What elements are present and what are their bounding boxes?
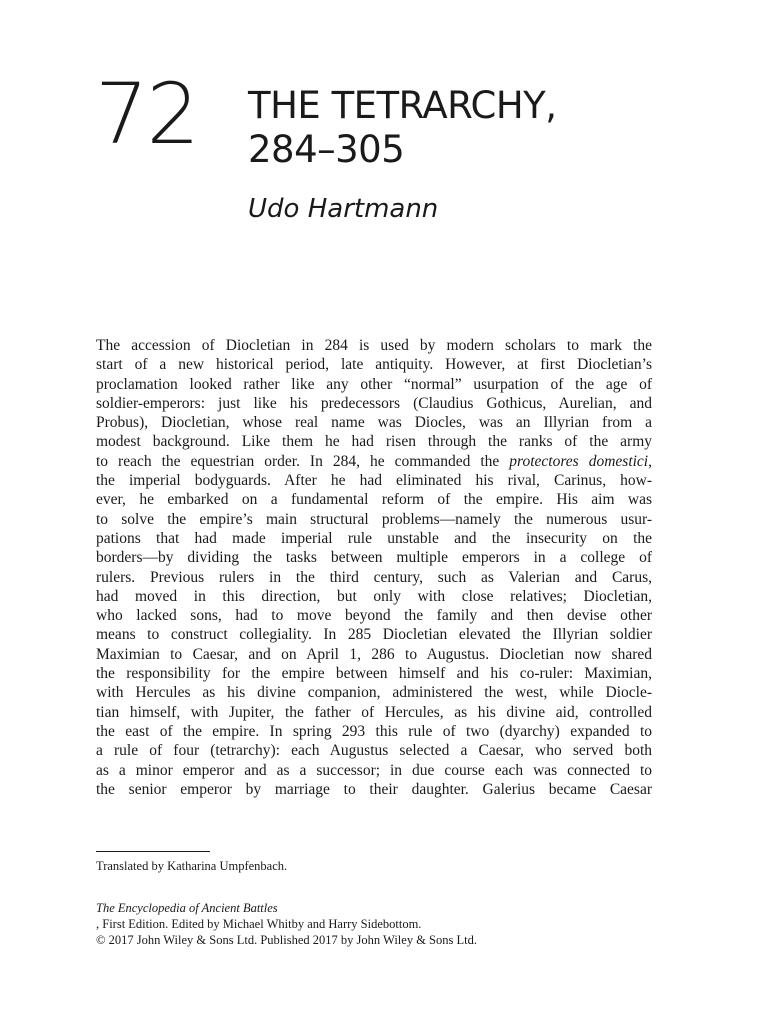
body-line: means to construct collegiality. In 285 Diocletian elevated the Illyrian soldier	[96, 626, 652, 644]
body-line: modest background. Like them he had risen through the ranks of the army	[96, 433, 652, 451]
body-line: a rule of four (tetrarchy): each Augustus selected a Caesar, who served both	[96, 742, 652, 760]
body-line: Probus), Diocletian, whose real name was Diocles, was an Illyrian from a	[96, 414, 652, 432]
chapter-number: 72	[95, 65, 198, 163]
body-line: the senior emperor by marriage to their daughter. Galerius became Caesar	[96, 780, 652, 798]
body-line: the responsibility for the empire between himself and his co-ruler: Maximian,	[96, 665, 652, 683]
body-line: with Hercules as his divine companion, administered the west, while Diocle-	[96, 684, 652, 702]
body-line: tian himself, with Jupiter, the father of Hercules, as his divine aid, controlled	[96, 703, 652, 721]
publication-line-1	[96, 900, 656, 932]
body-line: start of a new historical period, late antiquity. However, at first Diocletian’s	[96, 356, 652, 374]
body-line: the imperial bodyguards. After he had eliminated his rival, Carinus, how-	[96, 472, 652, 490]
body-line: ever, he embarked on a fundamental reform of the empire. His aim was	[96, 491, 652, 509]
chapter-author: Udo Hartmann	[248, 194, 439, 224]
body-line: soldier-emperors: just like his predecessors (Claudius Gothicus, Aurelian, and	[96, 394, 652, 412]
chapter-title-line-1: THE TETRARCHY,	[248, 84, 557, 127]
body-line: to solve the empire’s main structural problems—namely the numerous usur-	[96, 510, 652, 528]
book-title: The Encyclopedia of Ancient Battles	[96, 901, 278, 915]
body-line: as a minor emperor and as a successor; in due course each was connected to	[96, 761, 652, 779]
italic-term: protectores domestici	[509, 452, 649, 470]
body-line-punct: ,	[648, 452, 652, 470]
body-line	[96, 452, 652, 471]
body-line: had moved in this direction, but only with close relatives; Diocletian,	[96, 587, 652, 605]
body-line: rulers. Previous rulers in the third century, such as Valerian and Carus,	[96, 568, 652, 586]
body-line: who lacked sons, had to move beyond the family and then devise other	[96, 607, 652, 625]
publication-line-2: © 2017 John Wiley & Sons Ltd. Published 2017 by John Wiley & Sons Ltd.	[96, 933, 477, 947]
body-line: The accession of Diocletian in 284 is used by modern scholars to mark the	[96, 337, 652, 354]
chapter-title	[248, 84, 557, 172]
body-line: the east of the empire. In spring 293 this rule of two (dyarchy) expanded to	[96, 722, 652, 740]
publication-info	[96, 900, 656, 948]
body-line-text: to reach the equestrian order. In 284, he commanded the	[96, 452, 510, 470]
body-line: borders—by dividing the tasks between multiple emperors in a college of	[96, 549, 652, 567]
body-line: pations that had made imperial rule unstable and the insecurity on the	[96, 529, 652, 547]
chapter-title-line-2: 284–305	[248, 128, 405, 171]
publication-edition: , First Edition. Edited by Michael Whitby and Harry Sidebottom.	[96, 917, 422, 931]
footnote-rule	[96, 851, 210, 852]
body-line: proclamation looked rather like any other “normal” usurpation of the age of	[96, 375, 652, 393]
footnote: Translated by Katharina Umpfenbach.	[96, 859, 288, 873]
body-line: Maximian to Caesar, and on April 1, 286 to Augustus. Diocletian now shared	[96, 645, 652, 663]
body-text	[96, 336, 652, 799]
